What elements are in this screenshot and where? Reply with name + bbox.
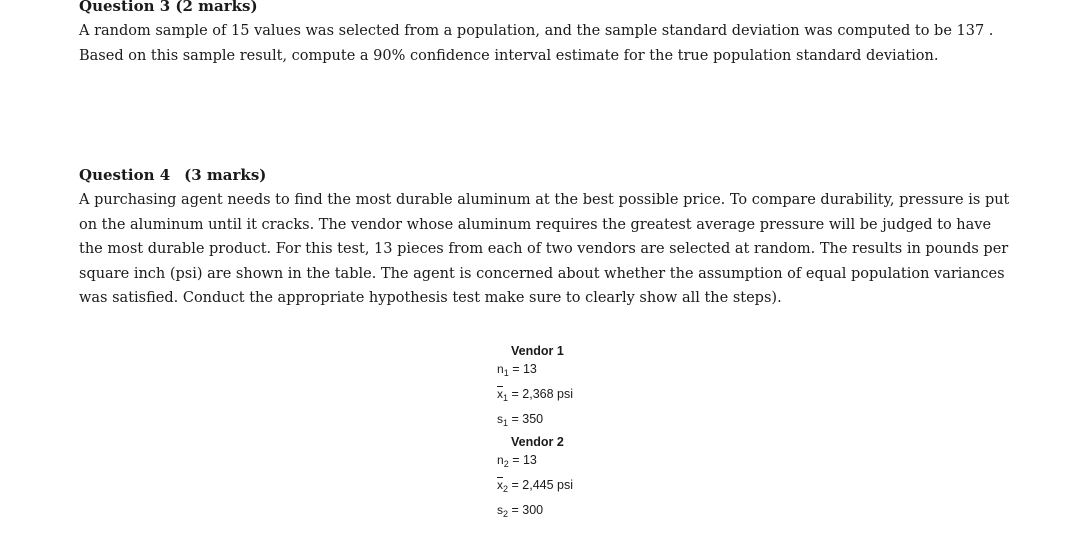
question-4-paragraph: A purchasing agent needs to find the most durable aluminum at the best possible price. To compare durability, pressure is put on the aluminum until it cracks. The vendor whose aluminum requires the greatest average pressure will be judged to have the most durable product. For this test, 13 pieces from each of two vendors are selected at random. The results in pounds per square inch (psi) are shown in the table. The agent is concerned about whether the assumption of equal population variances was satisfied. Conduct the appropriate hypothesis test make sure to clearly show all the steps). xyxy=(79,192,1010,306)
question-3-line-2: Based on this sample result, compute a 90% confidence interval estimate for the true population standard deviation. xyxy=(79,48,939,64)
vendor-2-sample-size: $n_2 = 13$ xyxy=(497,453,537,469)
question-4-marks: (3 marks) xyxy=(184,166,267,184)
vendor-2-title: Vendor 2 xyxy=(511,435,564,449)
vendor-2-summary xyxy=(497,434,573,525)
question-4-text xyxy=(79,188,1014,311)
vendor-1-sample-size: $n_1 = 13$ xyxy=(497,362,537,378)
question-3-text xyxy=(79,19,1039,69)
vendor-1-sample-mean: $\overline{x}_1 = 2,368$ psi xyxy=(497,387,574,403)
vendor-2-sample-sd: $s_2 = 300$ xyxy=(497,503,544,519)
vendor-1-sample-sd: $s_1 = 350$ xyxy=(497,412,544,428)
vendor-2-sample-mean: $\overline{x}_2 = 2,445$ psi xyxy=(497,478,574,494)
question-3-line-1: A random sample of 15 values was selected from a population, and the sample standard deviation was computed to be 137 . xyxy=(79,23,994,39)
question-4-heading xyxy=(79,166,266,184)
question-3-heading: Question 3 (2 marks) xyxy=(79,0,258,15)
question-4-number: Question 4 xyxy=(79,166,171,184)
vendor-1-title: Vendor 1 xyxy=(511,344,564,358)
vendor-1-summary xyxy=(497,343,573,434)
